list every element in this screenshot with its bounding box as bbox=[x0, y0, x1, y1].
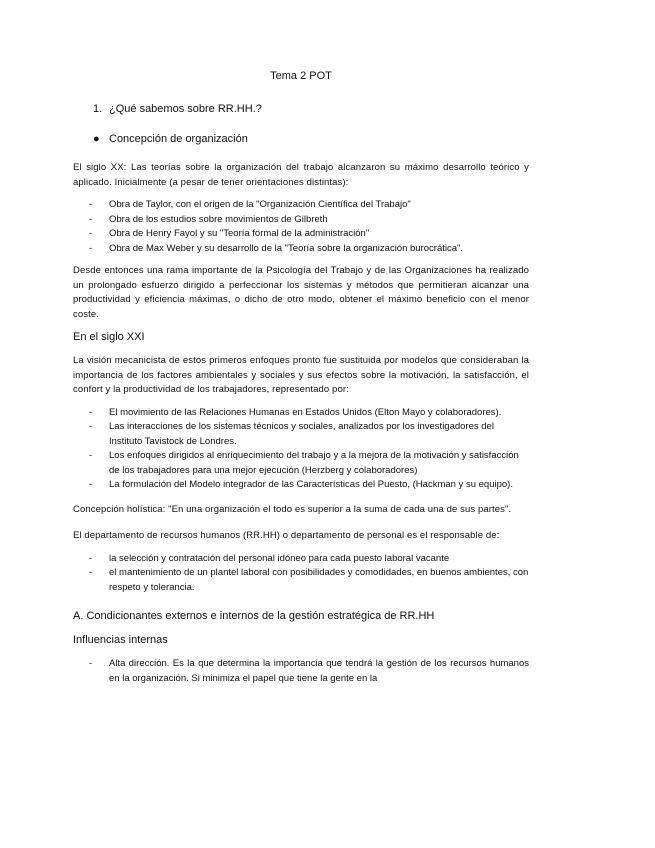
list-item: - Obra de Max Weber y su desarrollo de la "Teoría sobre la organización burocrática". bbox=[73, 242, 529, 257]
heading-siglo-xxi: En el siglo XXI bbox=[73, 331, 145, 343]
paragraph: El departamento de recursos humanos (RR.HH) o departamento de personal es el responsable de: bbox=[73, 530, 500, 541]
list-item: - Las interacciones de los sistemas técnicos y sociales, analizados por los investigadores del Instituto Tavistock de Londres. bbox=[73, 420, 529, 449]
list-item: - Alta dirección. Es la que determina la importancia que tendrá la gestión de los recursos humanos en la organización. Si minimiza el papel que tiene la gente en la bbox=[73, 657, 529, 686]
document-content bbox=[73, 70, 529, 694]
list-item: - la selección y contratación del personal idóneo para cada puesto laboral vacante bbox=[73, 552, 529, 567]
list-item: - La formulación del Modelo integrador de las Características del Puesto, (Hackman y su equipo). bbox=[73, 478, 529, 493]
list-item: - el mantenimiento de un plantel laboral con posibilidades y comodidades, en buenos ambientes, con respeto y tolerancia. bbox=[73, 566, 529, 595]
page-title: Tema 2 POT bbox=[270, 70, 332, 82]
list-item: - El movimiento de las Relaciones Humanas en Estados Unidos (Elton Mayo y colaboradores). bbox=[73, 406, 529, 421]
numbered-item bbox=[93, 102, 529, 116]
list-item: - Obra de Taylor, con el origen de la "Organización Científica del Trabajo" bbox=[73, 198, 529, 213]
bullet-item bbox=[93, 132, 529, 146]
heading-influencias-internas: Influencias internas bbox=[73, 634, 168, 646]
intro-paragraph: El siglo XX: Las teorías sobre la organización del trabajo alcanzaron su máximo desarrollo teórico y aplicado. Inicialmente (a pesar de tener orientaciones distintas): bbox=[73, 162, 529, 188]
heading-condicionantes: A. Condicionantes externos e internos de la gestión estratégica de RR.HH bbox=[73, 610, 435, 622]
list-item: - Obra de los estudios sobre movimientos de Gilbreth bbox=[73, 213, 529, 228]
bullet-dot-icon: ● bbox=[93, 133, 100, 145]
influences-list bbox=[73, 657, 529, 686]
subsection-heading: Concepción de organización bbox=[109, 133, 248, 145]
list-item: - Obra de Henry Fayol y su "Teoría formal de la administración" bbox=[73, 227, 529, 242]
list-item: - Los enfoques dirigidos al enriquecimiento del trabajo y a la mejora de la motivación y satisfacción de los trabajadores para una mejor ejecución (Herzberg y colaboradores) bbox=[73, 449, 529, 478]
item-number: 1. bbox=[93, 103, 103, 115]
authors-list bbox=[73, 198, 529, 256]
paragraph: La visión mecanicista de estos primeros enfoques pronto fue sustituida por modelos que consideraban la importancia de los factores ambientales y sociales y sus efectos sobre la motivación, la satisfacción, el confort y la productividad de los trabajadores, representado por: bbox=[73, 355, 529, 395]
responsibilities-list bbox=[73, 552, 529, 596]
section-heading: ¿Qué sabemos sobre RR.HH.? bbox=[109, 103, 262, 115]
holistic-paragraph: Concepción holística: "En una organización el todo es superior a la suma de cada una de sus partes". bbox=[73, 503, 512, 515]
models-list bbox=[73, 406, 529, 493]
paragraph: Desde entonces una rama importante de la Psicología del Trabajo y de las Organizaciones ha realizado un prolongado esfuerzo dirigido a perfeccionar los sistemas y métodos que permitieran alcanzar una productividad y eficiencia máximas, o dicho de otro modo, obtener el máximo beneficio con el menor coste. bbox=[73, 265, 529, 320]
